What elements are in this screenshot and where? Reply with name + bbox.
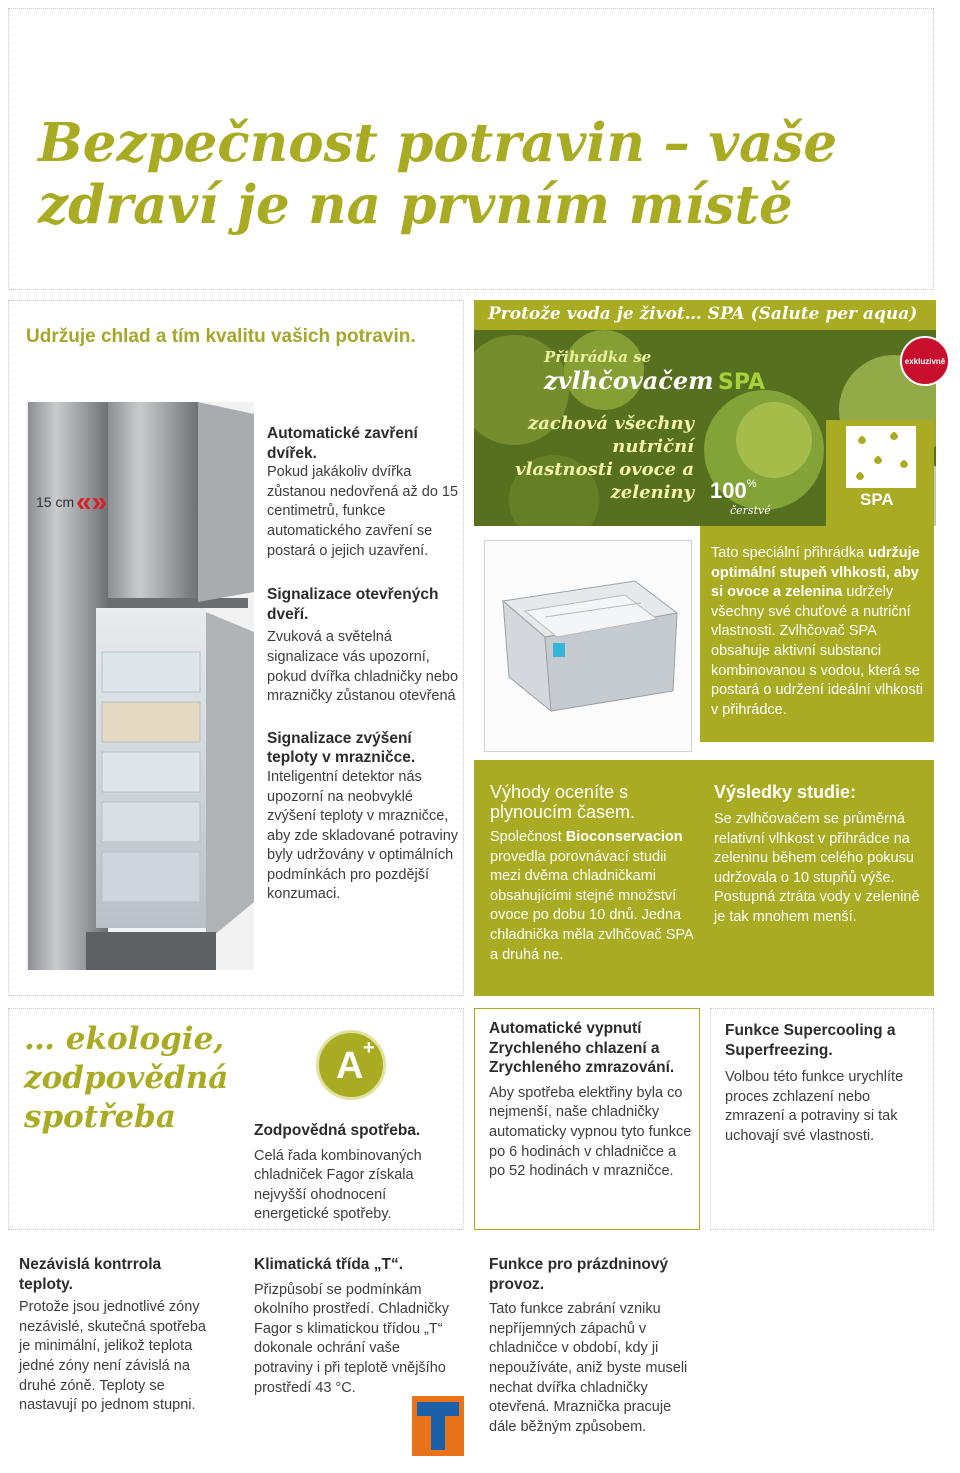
spa-desc-c: udržely všechny své chuťové a nutriční vlastnosti. Zvlhčovač SPA obsahuje aktivní substanci kombinovanou s vodou, která se postará o udržení ideální vlhkosti v přihrádce. [711,584,923,718]
banner-label-line2: zvlhčovačem [544,366,714,395]
banner-label-spa: SPA [718,370,765,395]
energy-badge-icon [316,1030,386,1100]
benefits-box [474,760,934,996]
fresh-badge [710,478,771,517]
independent-control-text: Protože jsou jednotlivé zóny nezávislé, skutečná spotřeba je minimální, jelikož teplota jedné zóny není závislá na druhé zóně. Teploty se nastavují po jednom stupni. [19,1299,206,1414]
tagline-line2: nutriční [612,436,694,457]
benefits-text-b: Bioconservacion [565,829,683,845]
auto-off-title: Automatické vypnutí Zrychleného chlazení a Zrychleného zmrazování. [489,1020,675,1077]
benefits-text-c: provedla porovnávací studii mezi dvěma chladničkami obsahujícími stejné množství ovoce po dobu 10 dnů. Jedna chladnička měla zvlhčovač SPA a druhá ne. [490,848,693,963]
tagline-line4: zeleniny [610,482,694,503]
holiday-mode-text: Tato funkce zabrání vzniku nepříjemných zápachů v chladničce v období, kdy ji nepoužíváte, aniž byste museli nechat dvířka chladničky otevřená. Mraznička pracuje dále běžným způsobem. [489,1301,688,1435]
spa-desc-b: udržuje optimální stupeň vlhkosti, aby si ovoce a zelenina [711,545,920,601]
page-title-line2: zdraví je na prvním místě [38,174,793,236]
benefits-text-a: Společnost [490,829,566,845]
climate-class-block [254,1255,454,1398]
spa-description-box [700,526,934,742]
tagline-line1: zachová všechny [528,413,694,434]
responsible-title: Zodpovědná spotřeba. [254,1122,421,1139]
badge-100: 100 [710,478,747,503]
open-door-text: Zvuková a světelná signalizace vás upozorní, pokud dvířka chladničky nebo mrazničky zůstanou otevřená [267,629,459,705]
eco-title-line1: … ekologie, [24,1021,225,1057]
page-title-line1: Bezpečnost potravin – vaše [38,112,838,174]
benefits-text [490,828,700,965]
left-subtitle: Udržuje chlad a tím kvalitu vašich potravin. [26,326,416,347]
temp-alert-text: Inteligentní detektor nás upozorní na neobvyklé zvýšení teploty v mrazničce, aby zde skladované potraviny byly udržovány v optimálních podmínkách pro pozdější konzumaci. [267,768,459,903]
independent-control-title: Nezávislá kontrrola teploty. [19,1256,162,1293]
eco-title-line3: spotřeba [24,1099,176,1135]
open-door-title: Signalizace otevřených dveří. [267,586,439,623]
auto-close-text: Pokud jakákoliv dvířka zůstanou nedovřená až do 15 centimetrů, funkce automatického zavření se postará o jejich uzavření. [267,464,459,559]
independent-control-block [19,1255,219,1416]
features-column [267,424,462,905]
climate-class-text: Přizpůsobí se podmínkám okolního prostředí. Chladničky Fagor s klimatickou třídou „T“ dokonale ochrání vaše potraviny i při teplotě vnějšího prostředí 43 °C. [254,1281,450,1396]
banner-label-line1: Přihrádka se [544,348,652,366]
holiday-mode-block [489,1255,694,1437]
auto-close-title: Automatické zavření dvířek. [267,425,418,462]
spa-description-text [711,544,923,720]
exclusive-badge-text: exkluzivně [904,357,946,366]
responsible-text: Celá řada kombinovaných chladniček Fagor získala nejvyšší ohodnocení energetické spotřeby. [254,1147,422,1223]
supercooling-block [725,1021,925,1147]
responsible-block [254,1121,454,1225]
results-text: Se zvlhčovačem se průměrná relativní vlhkost v přihrádce na zeleninu během celého pokusu udržovala o 10 stupňů výše. Postupná ztráta vody v zelenině je tak mnohem menší. [714,811,920,925]
energy-badge-plus: + [363,1037,375,1059]
results-column [714,782,924,928]
banner-tagline [504,412,694,504]
banner-label [544,348,765,395]
climate-t-icon [412,1396,464,1456]
tagline-line3: vlastnosti ovoce a [515,459,694,480]
supercooling-text: Volbou této funkce urychlíte proces zchlazení nebo zmrazení a potraviny si tak uchovají své vlastnosti. [725,1069,904,1144]
supercooling-title: Funkce Supercooling a Superfreezing. [725,1022,896,1059]
spa-tile-label: SPA [860,490,894,509]
temp-alert-title: Signalizace zvýšení teploty v mrazničce. [267,729,416,767]
measure-label: 15 cm [36,494,75,510]
banner-top-text: Protože voda je život… SPA (Salute per aqua) [488,304,918,324]
water-drops-icon [846,426,916,488]
auto-off-block [489,1019,694,1182]
auto-off-text: Aby spotřeba elektřiny byla co nejmenší, naše chladničky automaticky vypnou tyto funkce po 6 hodinách v chladničce a po 52 hodinách v mrazničce. [489,1084,692,1180]
spa-tile [826,420,934,526]
climate-class-title: Klimatická třída „T“. [254,1256,404,1273]
fridge-illustration [26,402,254,970]
humidifier-tray-image [484,540,692,752]
benefits-title: Výhody oceníte s plynoucím časem. [490,782,636,822]
page-title [38,112,898,236]
energy-badge-letter: A [336,1045,364,1087]
badge-fresh: čerstvé [730,504,771,517]
exclusive-badge [900,336,950,386]
holiday-mode-title: Funkce pro prázdninový provoz. [489,1256,669,1293]
results-title: Výsledky studie: [714,782,857,802]
badge-percent: % [746,478,757,490]
eco-title [24,1020,264,1137]
spa-desc-a: Tato speciální přihrádka [711,545,869,561]
benefits-column [490,782,700,965]
eco-title-line2: zodpovědná [24,1060,229,1096]
chevrons-icon: «» [76,486,108,517]
